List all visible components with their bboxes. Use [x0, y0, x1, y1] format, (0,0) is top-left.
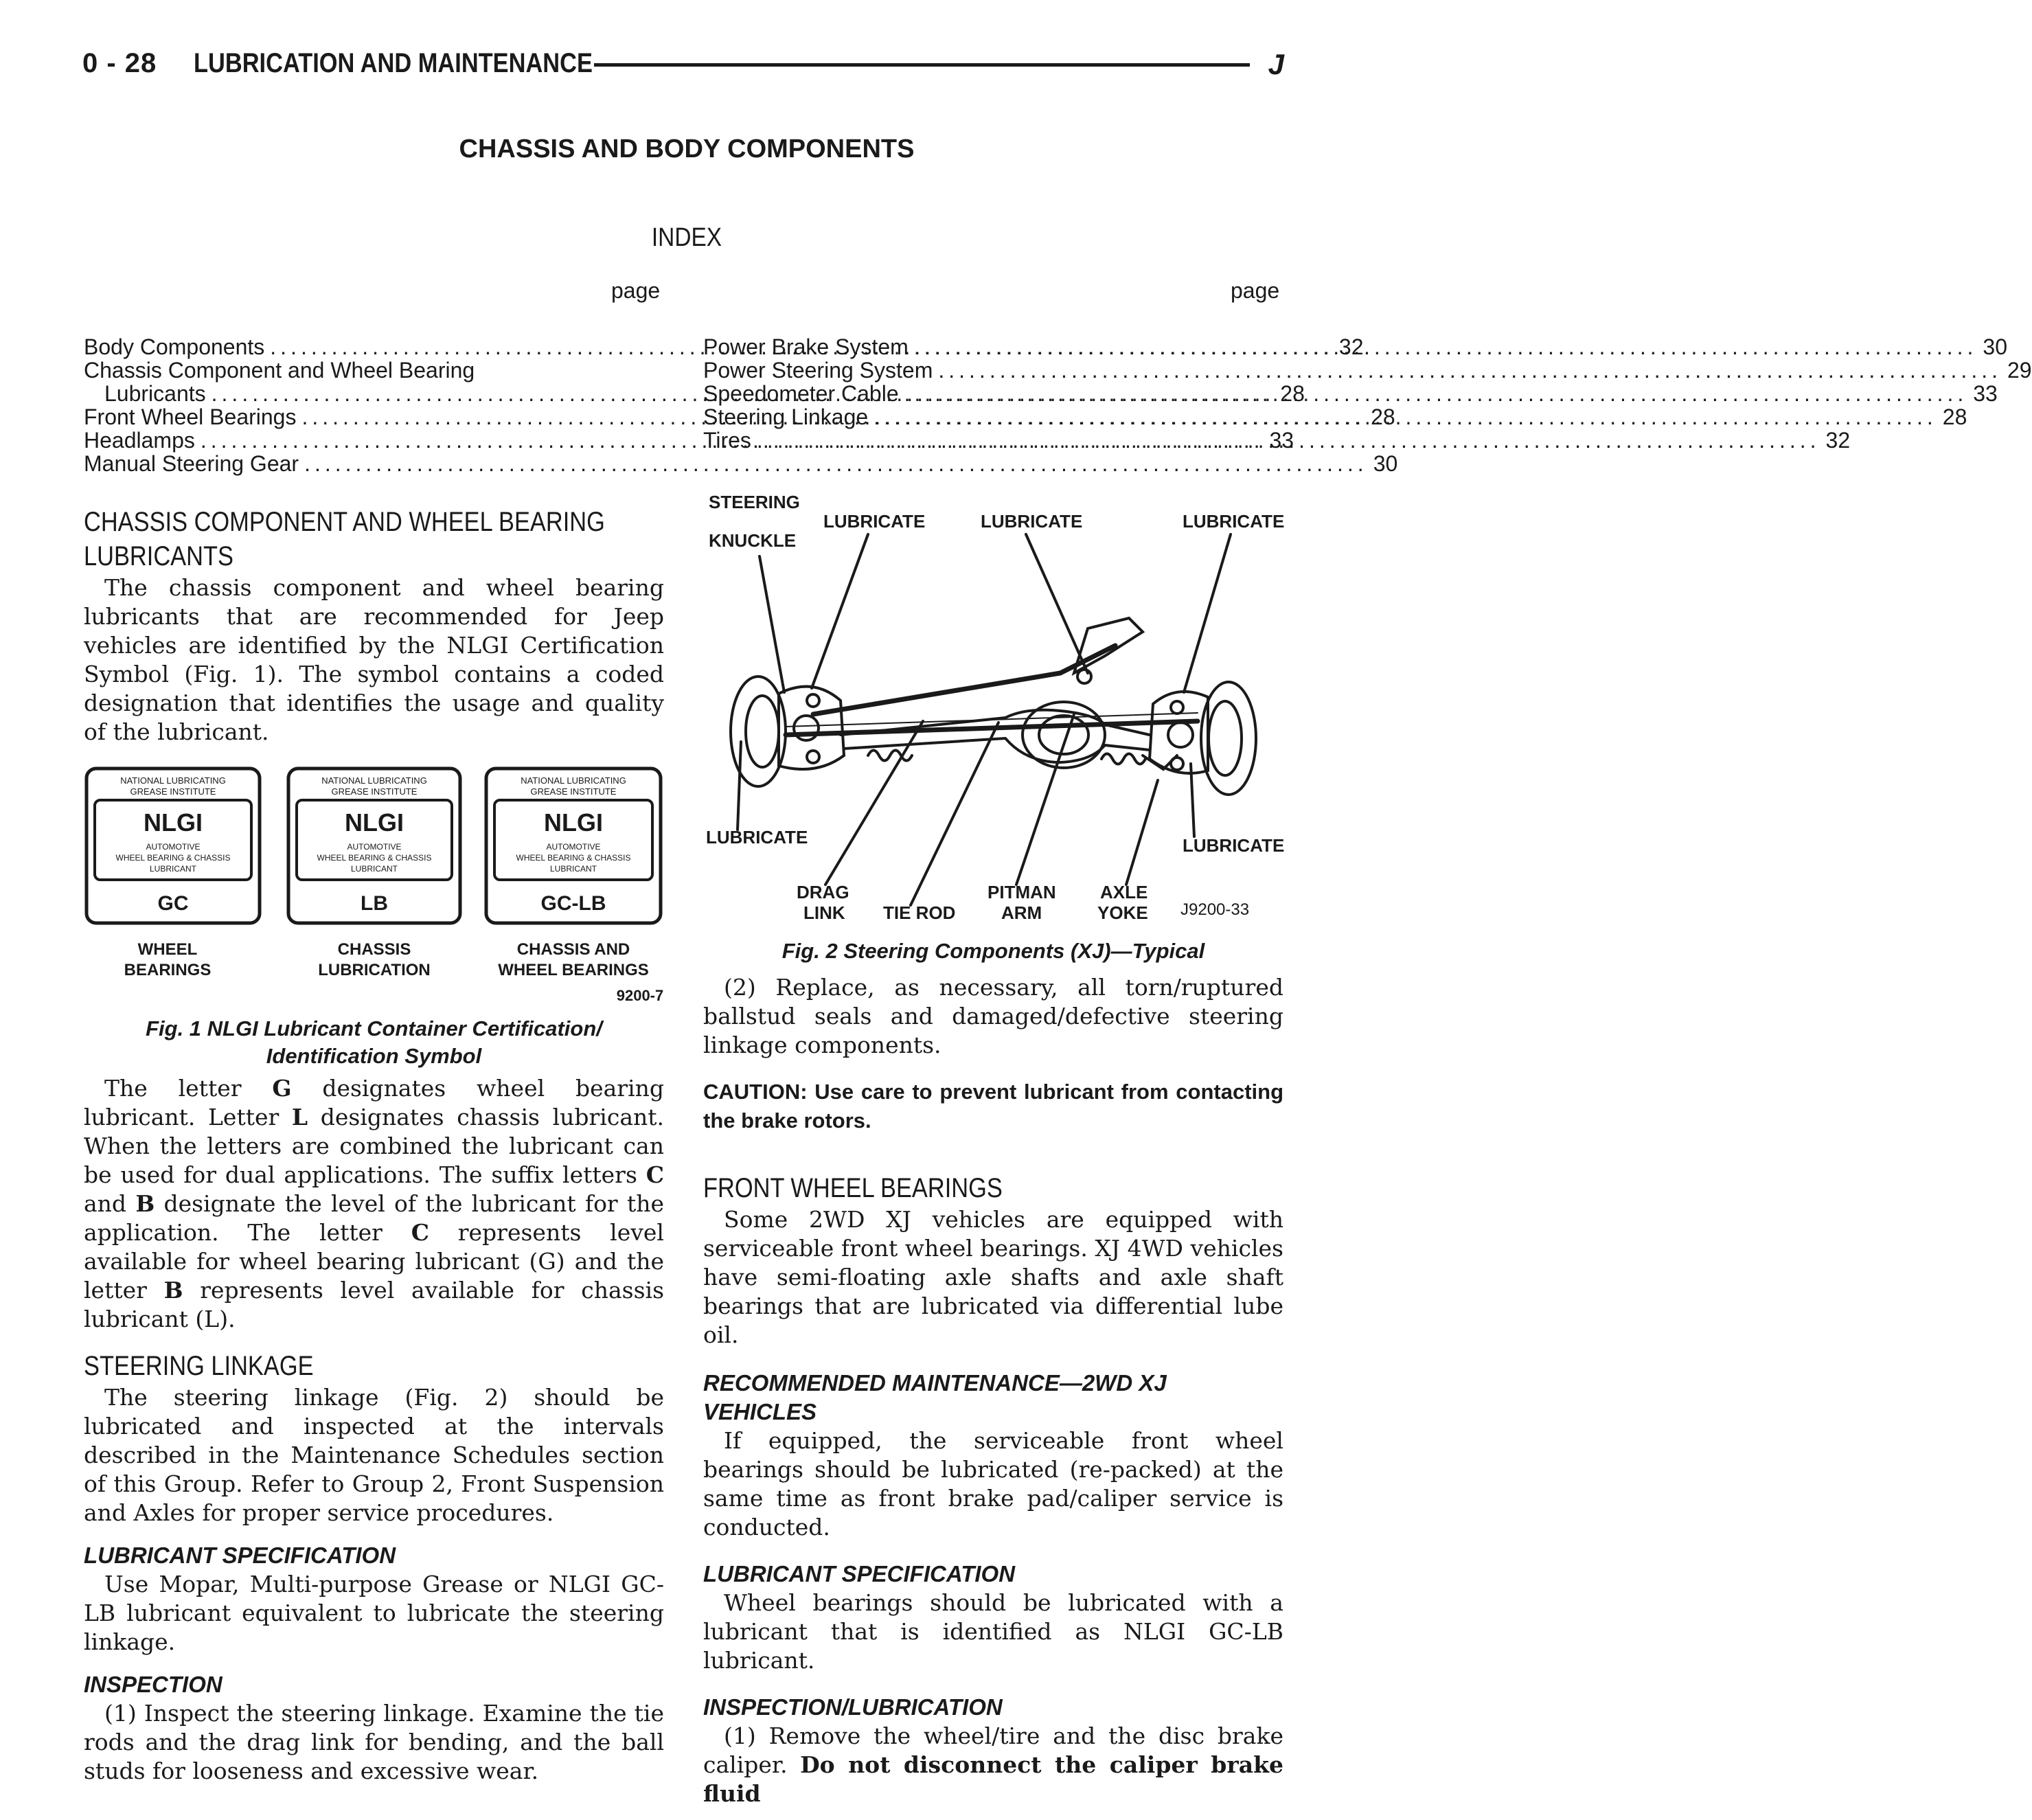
svg-text:NATIONAL LUBRICATING: NATIONAL LUBRICATING [120, 775, 226, 786]
index-item[interactable]: Power Brake System ..... 30 [703, 335, 1283, 359]
heading-steering-linkage: STEERING LINKAGE [84, 1351, 314, 1381]
svg-text:WHEEL BEARING & CHASSIS: WHEEL BEARING & CHASSIS [516, 853, 631, 863]
svg-text:NATIONAL LUBRICATING: NATIONAL LUBRICATING [321, 775, 427, 786]
heading-chassis-1: CHASSIS COMPONENT AND WHEEL BEARING [84, 507, 605, 537]
svg-text:NLGI: NLGI [544, 808, 603, 837]
svg-text:LUBRICATE: LUBRICATE [1183, 835, 1285, 856]
nlgi-symbol-lb [288, 769, 460, 923]
svg-text:GC: GC [157, 892, 189, 915]
svg-text:LINK: LINK [803, 902, 845, 923]
figure-1-caption-line-1: Fig. 1 NLGI Lubricant Container Certification/ [146, 1016, 602, 1040]
index-item[interactable]: Lubricants ..... 28 [84, 382, 664, 405]
svg-text:LUBRICATE: LUBRICATE [706, 827, 808, 848]
paragraph-lubricant-spec: Use Mopar, Multi-purpose Grease or NLGI GC-LB lubricant equivalent to lubricate the steering linkage. [84, 1571, 664, 1655]
chapter-title: LUBRICATION AND MAINTENANCE [194, 48, 593, 78]
svg-text:CHASSIS AND: CHASSIS AND [516, 940, 630, 959]
nlgi-symbols-figure [84, 766, 664, 1010]
figure-2 [703, 492, 1285, 937]
figure-1-caption-line-2: Identification Symbol [266, 1044, 482, 1068]
svg-text:STEERING: STEERING [709, 492, 800, 512]
paragraph-letters: The letter G designates wheel bearing lubricant. Letter L designates chassis lubricant. When the letters are combined the lubricant can be used for dual applications. The suffix letters C and B designate the level of the lubricant for the application. The letter C represents level available for wheel bearing lubricant (G) and the letter B represents level available for chassis lubricant (L). [84, 1075, 665, 1332]
heading-front-wheel-bearings: FRONT WHEEL BEARINGS [703, 1173, 1003, 1203]
index-item[interactable]: Headlamps ..... 33 [84, 429, 664, 452]
svg-text:AUTOMOTIVE: AUTOMOTIVE [146, 842, 201, 852]
svg-text:LUBRICANT: LUBRICANT [350, 864, 398, 874]
svg-text:CHASSIS: CHASSIS [337, 940, 411, 959]
heading-chassis-2: LUBRICANTS [84, 541, 233, 571]
svg-text:AUTOMOTIVE: AUTOMOTIVE [347, 842, 402, 852]
svg-text:LUBRICATE: LUBRICATE [981, 511, 1083, 532]
svg-text:GREASE INSTITUTE: GREASE INSTITUTE [530, 786, 617, 797]
header-marker: J [1268, 48, 1284, 80]
index-item[interactable]: Body Components ..... 32 [84, 335, 664, 359]
steering-components-figure [703, 492, 1285, 937]
svg-text:LUBRICATE: LUBRICATE [1183, 511, 1285, 532]
header-rule [594, 63, 1250, 67]
index-item[interactable]: Speedometer Cable ..... 33 [703, 382, 1283, 405]
index-item[interactable]: Power Steering System ..... 29 [703, 359, 1283, 382]
paragraph-chassis: The chassis component and wheel bearing lubricants that are recommended for Jeep vehicles are identified by the NLGI Certification Symbol (Fig. 1). The symbol contains a coded designation that identifies the usage and quality of the lubricant. [84, 574, 664, 745]
svg-text:9200-7: 9200-7 [616, 987, 664, 1004]
paragraph-steering: The steering linkage (Fig. 2) should be lubricated and inspected at the intervals described in the Maintenance Schedules section of this Group. Refer to Group 2, Front Suspension and Axles for proper service procedures. [84, 1384, 664, 1526]
index-title: INDEX [651, 223, 722, 252]
svg-text:J9200-33: J9200-33 [1180, 900, 1250, 919]
paragraph-front-wheel-bearings: Some 2WD XJ vehicles are equipped with serviceable front wheel bearings. XJ 4WD vehicles have semi-floating axle shafts and axle shaft bearings that are lubricated via differential lube oil. [703, 1206, 1283, 1348]
heading-lubricant-spec-2: LUBRICANT SPECIFICATION [703, 1561, 1016, 1586]
heading-recommended-maintenance: RECOMMENDED MAINTENANCE—2WD XJ VEHICLES [703, 1370, 1167, 1424]
svg-text:NLGI: NLGI [345, 808, 404, 837]
index-item[interactable]: Chassis Component and Wheel Bearing [84, 358, 475, 383]
paragraph-inspection: (1) Inspect the steering linkage. Examine the tie rods and the drag link for bending, and the ball studs for looseness and excessive wear. [84, 1700, 664, 1784]
svg-text:ARM: ARM [1001, 902, 1042, 923]
svg-text:DRAG: DRAG [797, 882, 849, 902]
svg-text:LUBRICANT: LUBRICANT [149, 864, 197, 874]
index-page-label-right: page [1231, 278, 1280, 303]
svg-text:GC-LB: GC-LB [540, 892, 606, 915]
svg-text:AXLE: AXLE [1100, 882, 1148, 902]
paragraph-replace: (2) Replace, as necessary, all torn/ruptured ballstud seals and damaged/defective steering linkage components. [703, 974, 1283, 1058]
svg-text:KNUCKLE: KNUCKLE [709, 530, 797, 551]
index-item[interactable]: Tires ..... 32 [703, 429, 1283, 452]
caution-note: CAUTION: Use care to prevent lubricant from contacting the brake rotors. [703, 1080, 1283, 1133]
svg-text:NATIONAL LUBRICATING: NATIONAL LUBRICATING [521, 775, 626, 786]
index-page-label-left: page [611, 278, 661, 303]
page-header [82, 48, 1284, 88]
svg-text:YOKE: YOKE [1097, 902, 1148, 923]
svg-text:TIE ROD: TIE ROD [883, 902, 956, 923]
nlgi-symbol-gc-lb [486, 769, 661, 923]
svg-text:AUTOMOTIVE: AUTOMOTIVE [546, 842, 601, 852]
svg-text:BEARINGS: BEARINGS [124, 961, 212, 979]
index-item[interactable]: Manual Steering Gear ..... 30 [84, 452, 664, 475]
heading-lubricant-spec: LUBRICANT SPECIFICATION [84, 1543, 396, 1568]
svg-text:WHEEL BEARING & CHASSIS: WHEEL BEARING & CHASSIS [115, 853, 231, 863]
svg-text:LUBRICATE: LUBRICATE [823, 511, 926, 532]
heading-inspection: INSPECTION [84, 1672, 222, 1697]
svg-text:LB: LB [361, 892, 388, 915]
svg-text:PITMAN: PITMAN [988, 882, 1056, 902]
right-column [703, 492, 1285, 1808]
svg-text:LUBRICANT: LUBRICANT [549, 864, 597, 874]
svg-text:LUBRICATION: LUBRICATION [318, 961, 431, 979]
paragraph-lubricant-spec-2: Wheel bearings should be lubricated with a lubricant that is identified as NLGI GC-LB lubricant. [703, 1589, 1283, 1674]
svg-text:WHEEL BEARINGS: WHEEL BEARINGS [498, 961, 649, 979]
nlgi-symbol-gc [87, 769, 260, 923]
heading-inspection-lubrication: INSPECTION/LUBRICATION [703, 1694, 1003, 1720]
figure-1 [84, 766, 664, 1010]
svg-text:WHEEL: WHEEL [137, 940, 198, 959]
svg-text:NLGI: NLGI [144, 808, 203, 837]
paragraph-recommended-maintenance: If equipped, the serviceable front wheel bearings should be lubricated (re-packed) at the same time as front brake pad/caliper service is conducted. [703, 1427, 1283, 1540]
section-title: CHASSIS AND BODY COMPONENTS [459, 135, 915, 163]
svg-text:GREASE INSTITUTE: GREASE INSTITUTE [331, 786, 418, 797]
page-number: 0 - 28 [82, 48, 157, 78]
index-item[interactable]: Steering Linkage ..... 28 [703, 405, 1283, 429]
svg-text:GREASE INSTITUTE: GREASE INSTITUTE [130, 786, 216, 797]
left-column [84, 505, 664, 1786]
svg-text:WHEEL BEARING & CHASSIS: WHEEL BEARING & CHASSIS [317, 853, 432, 863]
figure-2-caption: Fig. 2 Steering Components (XJ)—Typical [781, 939, 1205, 963]
index-item[interactable]: Front Wheel Bearings ..... 28 [84, 405, 664, 429]
paragraph-inspection-lubrication: (1) Remove the wheel/tire and the disc brake caliper. Do not disconnect the caliper brake fluid [703, 1722, 1283, 1807]
